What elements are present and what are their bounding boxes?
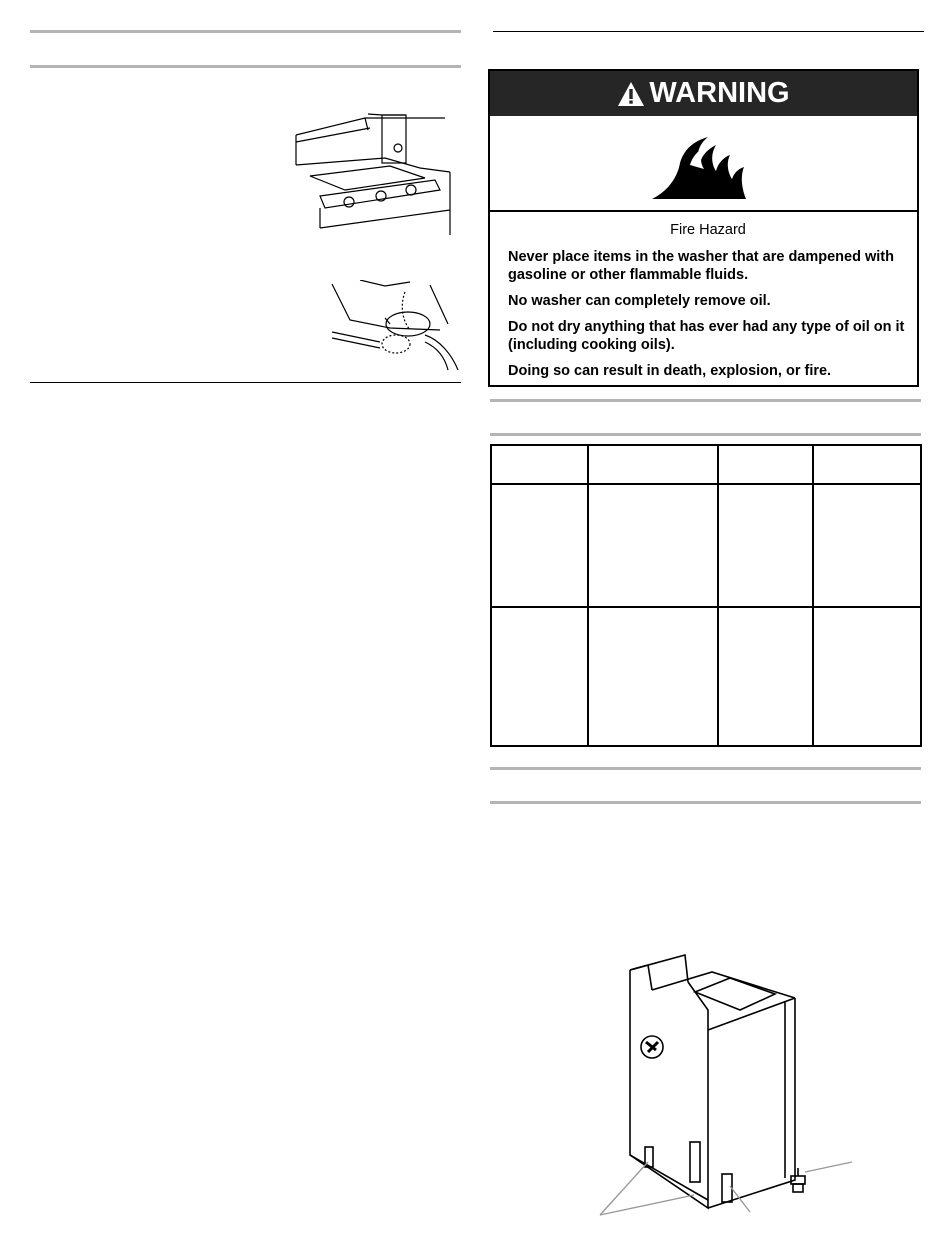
- right-section-rule-3: [490, 767, 921, 770]
- table-cell: [718, 607, 813, 746]
- right-section-rule-4: [490, 801, 921, 804]
- washer-control-panel-illustration: [290, 110, 455, 238]
- warning-triangle-icon: [617, 81, 645, 107]
- table-cell: [813, 607, 921, 746]
- table-header-row: [491, 445, 921, 484]
- table-cell: [813, 484, 921, 607]
- table-cell: [491, 607, 588, 746]
- table-cell: [588, 484, 718, 607]
- spec-table: [490, 444, 922, 747]
- table-cell: [588, 607, 718, 746]
- table-header-cell: [491, 445, 588, 484]
- fire-hazard-warning-box: [488, 69, 919, 387]
- right-section-rule-2: [490, 433, 921, 436]
- warning-message: Do not dry anything that has ever had any type of oil on it (including cooking oils).: [508, 319, 905, 353]
- hazard-title: Fire Hazard: [670, 222, 746, 238]
- left-top-rule: [30, 30, 461, 33]
- table-cell: [491, 484, 588, 607]
- warning-title: WARNING: [649, 77, 790, 109]
- washer-cabinet-leveling-legs-illustration: [590, 950, 860, 1225]
- fire-hazard-icon: [650, 135, 750, 201]
- table-cell: [718, 484, 813, 607]
- right-section-rule-1: [490, 399, 921, 402]
- warning-message: Never place items in the washer that are dampened with gasoline or other flammable fluids.: [508, 249, 894, 283]
- table-header-cell: [813, 445, 921, 484]
- warning-header: [490, 71, 917, 116]
- left-bottom-rule: [30, 382, 461, 383]
- washer-drain-hose-illustration: [330, 280, 462, 372]
- warning-icon-row: [490, 116, 917, 212]
- table-row: [491, 607, 921, 746]
- warning-text: [508, 221, 908, 388]
- table-row: [491, 484, 921, 607]
- left-section-rule: [30, 65, 461, 68]
- table-header-cell: [588, 445, 718, 484]
- warning-message: No washer can completely remove oil.: [508, 293, 771, 309]
- table-header-cell: [718, 445, 813, 484]
- warning-message: Doing so can result in death, explosion, or fire.: [508, 363, 832, 379]
- right-top-rule: [493, 31, 924, 32]
